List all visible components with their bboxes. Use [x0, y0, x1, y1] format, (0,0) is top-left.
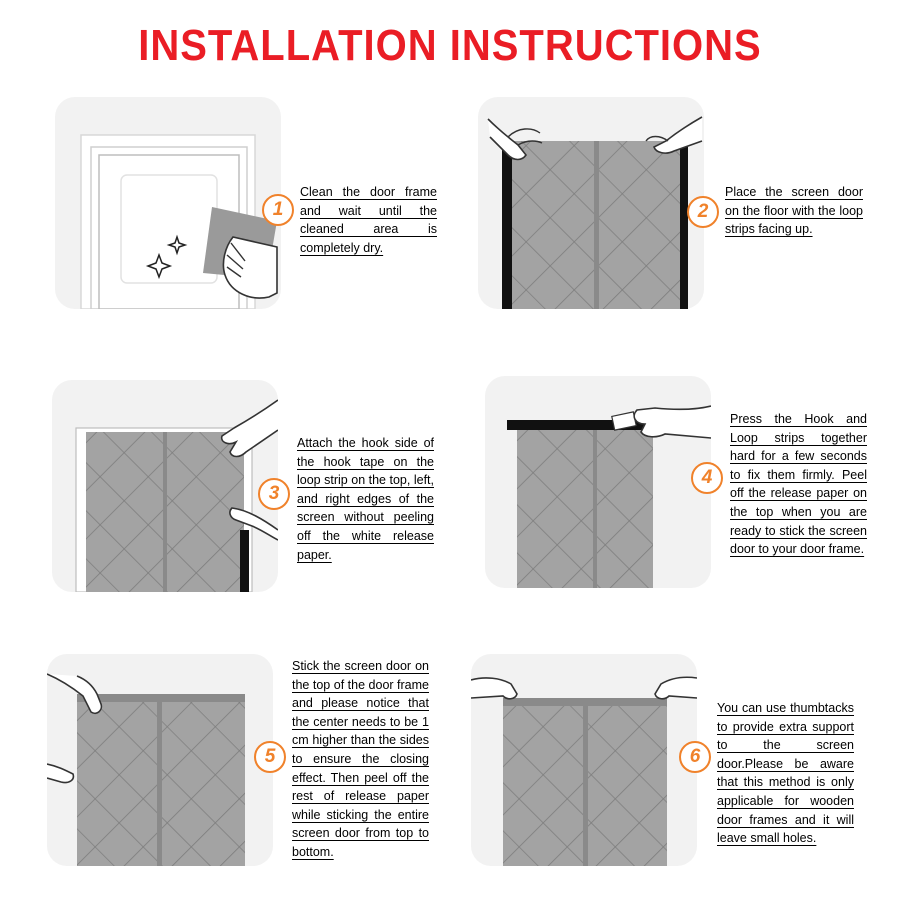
step-1-badge: 1: [262, 194, 294, 226]
step-3-badge: 3: [258, 478, 290, 510]
step-3-illustration: [52, 380, 278, 592]
step-2-text: Place the screen door on the floor with the loop strips facing up.: [725, 185, 863, 237]
step-1-text: Clean the door frame and wait until the cleaned area is completely dry.: [300, 185, 437, 255]
step-6-illustration: [471, 654, 697, 866]
page-title: INSTALLATION INSTRUCTIONS: [138, 22, 762, 70]
step-5-badge: 5: [254, 741, 286, 773]
step-1-illustration: [55, 97, 281, 309]
step-4-illustration: [485, 376, 711, 588]
step-2-illustration: [478, 97, 704, 309]
step-2-badge: 2: [687, 196, 719, 228]
step-4-text: Press the Hook and Loop strips together hard for a few seconds to fix them firmly. Peel off the release paper on the top when you are ready to stick the screen door to your door frame.: [730, 412, 867, 557]
step-5-illustration: [47, 654, 273, 866]
step-4-badge: 4: [691, 462, 723, 494]
step-6-text: You can use thumbtacks to provide extra support to the screen door.Please be aware that this method is only applicable for wooden door frames and it will leave small holes.: [717, 701, 854, 846]
step-5-text: Stick the screen door on the top of the door frame and please notice that the center needs to be 1 cm higher than the sides to ensure the closing effect. Then peel off the rest of release paper while sticking the entire screen door from top to bottom.: [292, 659, 429, 859]
step-3-text: Attach the hook side of the hook tape on the loop strip on the top, left, and right edges of the screen without peeling off the white release paper.: [297, 436, 434, 562]
step-6-badge: 6: [679, 741, 711, 773]
